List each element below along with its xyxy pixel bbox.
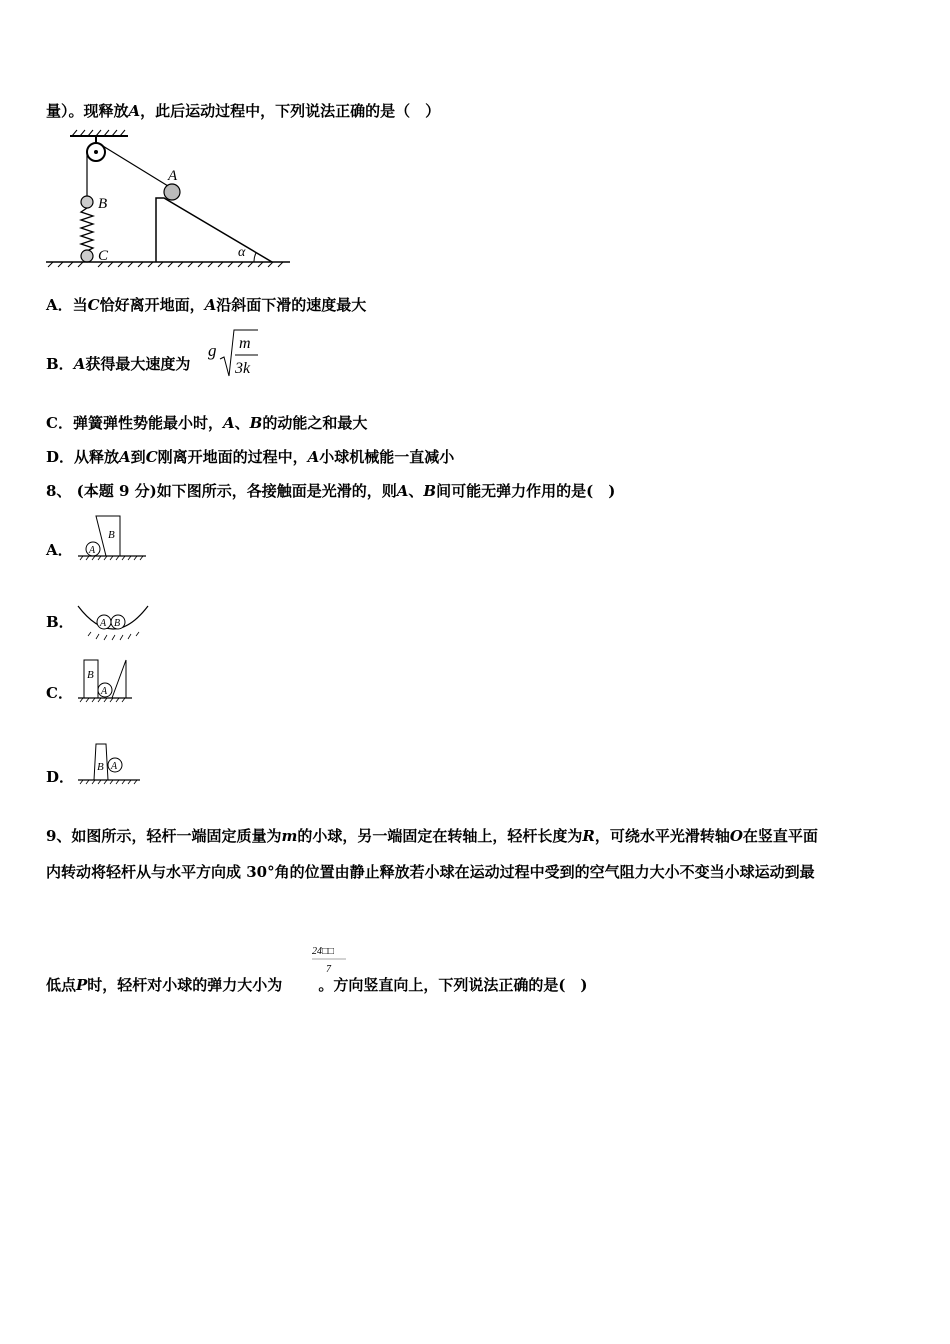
q7-option-b xyxy=(46,354,190,374)
q7-option-d-v3: A xyxy=(307,448,320,466)
q7-option-d xyxy=(46,447,454,467)
pulley-axle xyxy=(94,150,98,154)
q8-option-b-figure xyxy=(76,600,150,642)
q7-option-b-formula xyxy=(206,326,266,382)
q9-line-1 xyxy=(46,826,818,846)
q7-option-d-v1: A xyxy=(119,448,131,466)
formula-g: g xyxy=(208,341,217,360)
q8-v2: B xyxy=(423,482,437,500)
q7-intro xyxy=(46,101,440,121)
q9-l3-p1: 低点 xyxy=(46,976,77,994)
q9-l1-p2: 的小球，另一端固定在转轴上，轻杆长度为 xyxy=(297,827,583,845)
q7-intro-suffix: ，此后运动过程中，下列说法正确的是（ ） xyxy=(140,102,441,120)
q7-option-a-p2: 恰好离开地面， xyxy=(99,296,205,314)
q8-option-c-letter: C． xyxy=(46,684,73,702)
q9-l1-p1: 9、如图所示，轻杆一端固定质量为 xyxy=(46,827,282,845)
q7-option-d-p2: 到 xyxy=(130,448,146,466)
formula-num: m xyxy=(239,335,251,352)
q7-option-a xyxy=(46,295,366,315)
q9-l3-p3: 。方向竖直向上，下列说法正确的是( ) xyxy=(318,976,588,994)
q7-option-c-v1: A xyxy=(222,414,235,432)
frac-den: 7 xyxy=(326,964,331,975)
incline xyxy=(156,198,272,262)
q7-option-d-v2: C xyxy=(145,448,158,466)
q7-option-a-v1: C xyxy=(87,296,100,314)
q7-option-c-letter: C． xyxy=(46,414,73,432)
q9-fraction xyxy=(310,942,350,976)
q7-option-a-p1: 当 xyxy=(72,296,88,314)
q7-option-a-p3: 沿斜面下滑的速度最大 xyxy=(216,296,367,314)
label-alpha: α xyxy=(238,245,246,260)
q7-option-b-letter: B． xyxy=(46,355,74,373)
q7-option-c-p3: 的动能之和最大 xyxy=(262,414,368,432)
q9-l1-p4: 在竖直平面 xyxy=(742,827,818,845)
q7-option-c-p2: 、 xyxy=(234,414,250,432)
q7-figure xyxy=(40,128,300,273)
q8-option-c-figure xyxy=(76,656,136,704)
q7-option-b-p1: 获得最大速度为 xyxy=(85,355,191,373)
label-a: A xyxy=(111,761,118,772)
frac-num: 24□□ xyxy=(312,946,335,957)
q8-option-a-figure xyxy=(76,514,150,562)
q9-line-2: 内转动将轻杆从与水平方向成 30°角的位置由静止释放若小球在运动过程中受到的空气阻力大小不变当小球运动到最 xyxy=(46,863,815,881)
string-to-a xyxy=(98,143,168,186)
spring xyxy=(81,208,93,251)
label-b: B xyxy=(114,618,121,629)
label-a: A xyxy=(101,686,108,697)
q9-l1-v3: O xyxy=(729,827,743,845)
label-b: B xyxy=(87,669,94,681)
q7-option-a-v2: A xyxy=(204,296,217,314)
q7-intro-var: A xyxy=(128,102,141,120)
q9-l3-p2: 时，轻杆对小球的弹力大小为 xyxy=(87,976,283,994)
q7-option-c xyxy=(46,413,367,433)
q8-p3: 间可能无弹力作用的是( ) xyxy=(436,482,616,500)
q8-v1: A xyxy=(396,482,409,500)
bowl-hatch xyxy=(88,632,139,640)
q8-question xyxy=(46,481,615,501)
q8-option-d-letter: D． xyxy=(46,768,75,786)
q7-option-c-p1: 弹簧弹性势能最小时， xyxy=(72,414,223,432)
q7-intro-prefix: 量）。现释放 xyxy=(46,102,129,120)
q9-l1-v2: R xyxy=(582,827,595,845)
q7-option-d-p1: 从释放 xyxy=(74,448,120,466)
q9-l1-v1: m xyxy=(281,827,298,845)
ball-c xyxy=(81,250,93,262)
label-b: B xyxy=(97,761,104,773)
label-b: B xyxy=(98,196,108,212)
q8-p1: 8、 (本题 9 分)如下图所示，各接触面是光滑的，则 xyxy=(46,482,397,500)
q7-option-a-letter: A． xyxy=(46,296,73,314)
q7-option-d-p4: 小球机械能一直减小 xyxy=(319,448,455,466)
label-b: B xyxy=(108,529,115,541)
q8-option-b-letter: B． xyxy=(46,613,74,631)
q8-option-a-letter: A． xyxy=(46,541,73,559)
q7-option-d-letter: D． xyxy=(46,448,75,466)
q9-l1-p3: ，可绕水平光滑转轴 xyxy=(594,827,730,845)
q7-option-d-p3: 刚离开地面的过程中， xyxy=(157,448,308,466)
label-a: A xyxy=(89,545,96,556)
ball-a xyxy=(164,184,180,200)
q9-line-3 xyxy=(46,975,588,995)
label-c: C xyxy=(98,248,109,264)
wedge xyxy=(112,660,126,698)
angle-arc xyxy=(254,253,256,262)
q8-p2: 、 xyxy=(408,482,424,500)
q8-option-d-figure xyxy=(76,738,144,786)
label-a: A xyxy=(168,168,178,184)
q9-l3-v1: P xyxy=(76,976,88,994)
q7-option-b-v1: A xyxy=(73,355,86,373)
label-a: A xyxy=(100,618,107,629)
formula-den: 3k xyxy=(235,360,251,377)
q7-option-c-v2: B xyxy=(249,414,263,432)
ball-b xyxy=(81,196,93,208)
